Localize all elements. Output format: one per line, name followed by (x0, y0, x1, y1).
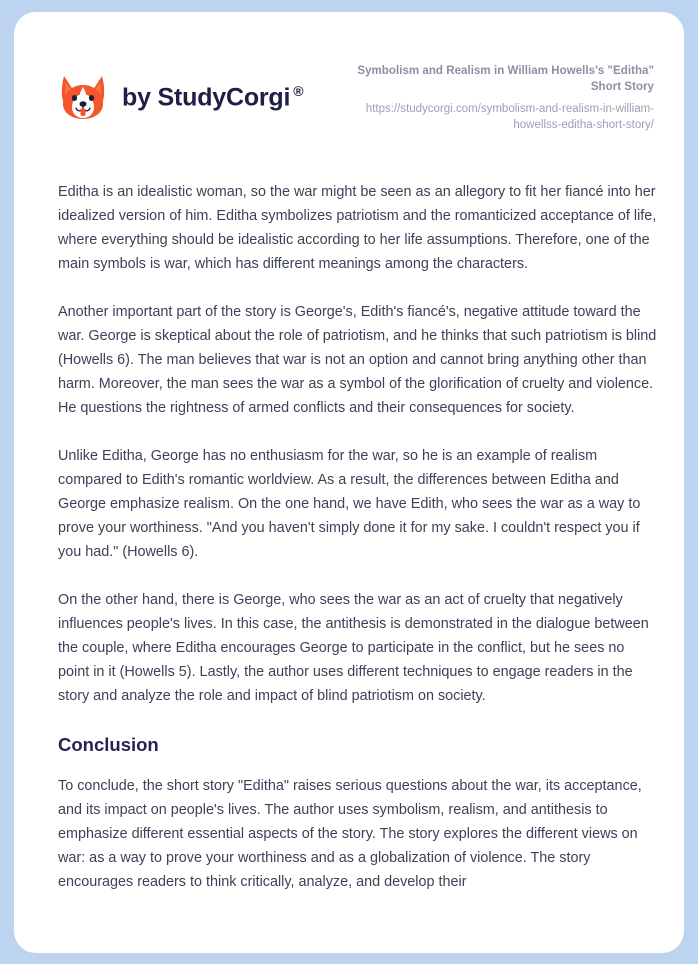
paragraph-1: Editha is an idealistic woman, so the war might be seen as an allegory to fit her fiancé into her idealized version of him. Editha symbolizes patriotism and the romanticized acceptance of life, where everything should be idealistic according to her life assumptions. Therefore, one of the main symbols is war, which has different meanings among the characters. (58, 184, 657, 272)
document-header (14, 12, 684, 140)
page-title: Symbolism and Realism in William Howells's "Editha" Short Story (357, 65, 654, 93)
paragraph-3: Unlike Editha, George has no enthusiasm for the war, so he is an example of realism compared to Edith's romantic worldview. As a result, the differences between Editha and George emphasize realism. On the one hand, we have Edith, who sees the war as a way to prove your worthiness. "And you haven't simply done it for my sake. I couldn't respect you if you had." (Howells 6). (58, 448, 641, 560)
document-meta (324, 64, 654, 133)
source-url[interactable]: https://studycorgi.com/symbolism-and-realism-in-william-howellss-editha-short-story/ (365, 103, 654, 131)
brand-wordmark (122, 84, 303, 110)
brand-lockup[interactable] (58, 72, 303, 122)
paragraph-2: Another important part of the story is George's, Edith's fiancé's, negative attitude toward the war. George is skeptical about the role of patriotism, and he thinks that such patriotism is blind (Howells 6). The man believes that war is not an option and cannot bring anything other than harm. Moreover, the man sees the war as a symbol of the glorification of cruelty and violence. He questions the rightness of armed conflicts and their consequences for society. (58, 304, 657, 416)
conclusion-heading: Conclusion (58, 734, 159, 755)
paragraph-5: To conclude, the short story "Editha" raises serious questions about the war, its acceptance, and its impact on people's lives. The author uses symbolism, realism, and antithesis to emphasize different essential aspects of the story. The story explores the different views on war: as a way to prove your worthiness and as a globalization of violence. The story encourages readers to think critically, analyze, and develop their (58, 778, 642, 890)
corgi-head-icon (58, 72, 108, 122)
registered-trademark-icon: ® (293, 82, 304, 99)
article-body (58, 180, 659, 894)
document-card (14, 12, 684, 953)
paragraph-4: On the other hand, there is George, who sees the war as an act of cruelty that negatively influences people's lives. In this case, the antithesis is demonstrated in the dialogue between the couple, where Editha encourages George to participate in the conflict, but he sees no point in it (Howells 5). Lastly, the author uses different techniques to engage readers in the story and analyze the role and impact of blind patriotism on society. (58, 592, 649, 704)
brand-name: by StudyCorgi (122, 83, 291, 112)
